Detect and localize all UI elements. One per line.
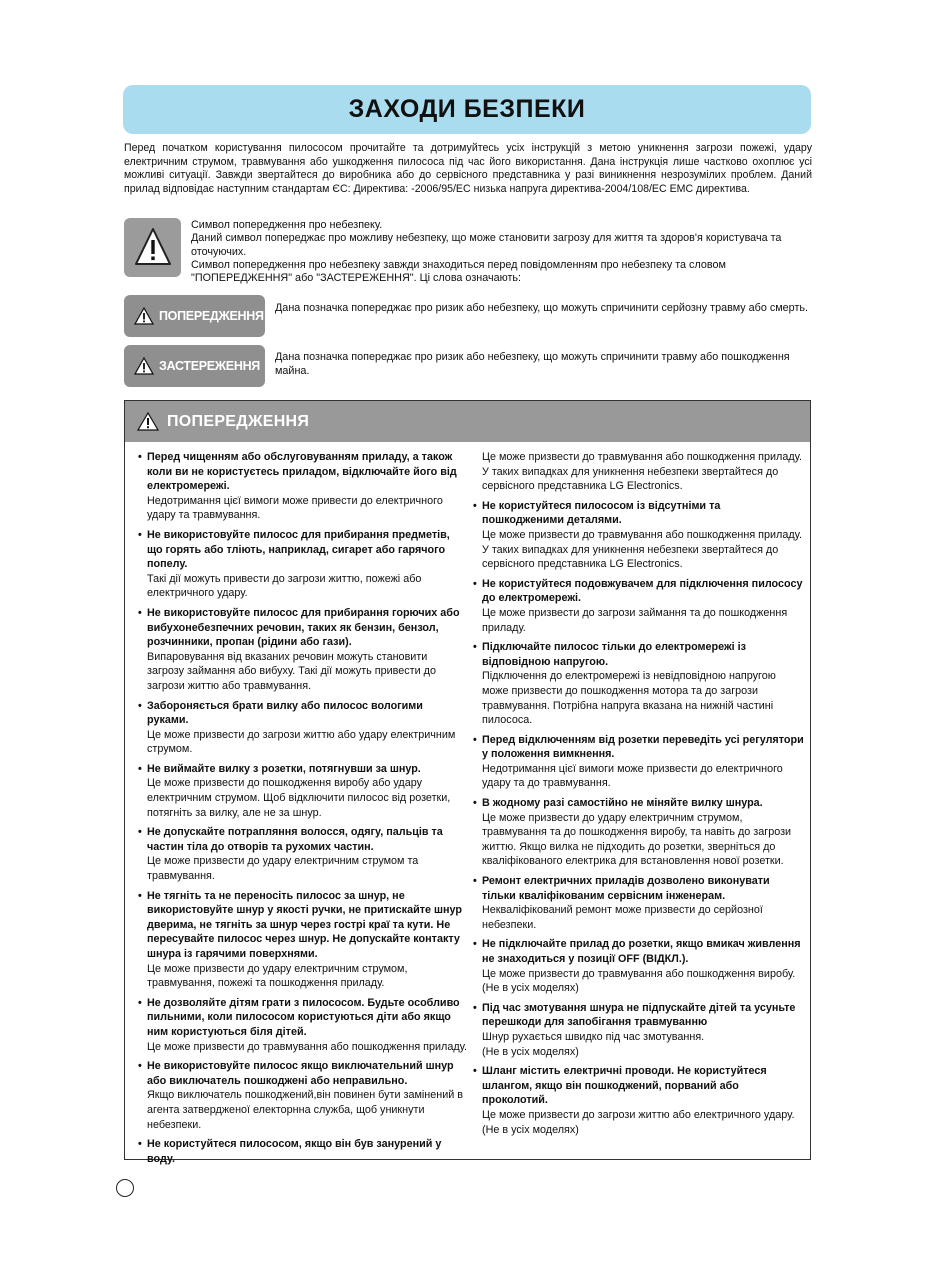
bullet: • xyxy=(138,826,142,839)
item-heading: Забороняється брати вилку або пилосос вологими руками. xyxy=(147,699,423,727)
item-heading: Не дозволяйте дітям грати з пилососом. Будьте особливо пильними, коли пилососом користуються діти або якщо ним користуються біля дітей. xyxy=(147,996,460,1038)
warning-description: Дана позначка попереджає про ризик або небезпеку, що можуть спричинити серйозну травму або смерть. xyxy=(275,302,809,314)
item-body: Це може призвести до загрози життю або електричного удару.(Не в усіх моделях) xyxy=(482,1108,795,1136)
list-item xyxy=(472,1001,804,1059)
caution-badge-label: ЗАСТЕРЕЖЕННЯ xyxy=(159,359,260,373)
list-item xyxy=(472,874,804,932)
bullet: • xyxy=(473,875,477,888)
item-body: Випаровування від вказаних речовин можуть становити загрозу займання або вибуху. Такі дії можуть привести до загрози життю або травмування. xyxy=(147,650,436,692)
item-heading: Не використовуйте пилосос якщо виключательний шнур або виключатель пошкоджені або неправильно. xyxy=(147,1060,454,1087)
list-item xyxy=(137,450,467,523)
warning-symbol-box xyxy=(124,218,181,277)
warning-triangle-icon xyxy=(134,307,154,325)
item-heading: Не виймайте вилку з розетки, потягнувши за шнур. xyxy=(147,762,421,775)
list-item xyxy=(472,1064,804,1137)
bullet: • xyxy=(473,1065,477,1078)
warnings-left-column xyxy=(137,450,467,1171)
bullet: • xyxy=(138,889,142,902)
item-heading: Не користуйтеся пилососом, якщо він був занурений у воду. xyxy=(147,1138,442,1165)
warning-section xyxy=(124,400,811,1165)
bullet: • xyxy=(138,1060,142,1073)
caution-badge xyxy=(124,345,265,387)
list-item xyxy=(137,699,467,757)
bullet: • xyxy=(473,499,477,512)
list-item xyxy=(472,640,804,728)
page-title: ЗАХОДИ БЕЗПЕКИ xyxy=(348,95,586,123)
item-heading: Не допускайте потрапляння волосся, одягу, пальців та частин тіла до отворів та рухомих частин. xyxy=(147,826,443,853)
list-item xyxy=(137,762,467,820)
warning-triangle-icon xyxy=(134,357,154,375)
list-item xyxy=(137,889,467,991)
list-item xyxy=(472,937,804,995)
bullet: • xyxy=(138,699,142,712)
bullet: • xyxy=(473,577,477,590)
item-body: Це може призвести до травмування або пошкодження приладу. У таких випадках для уникнення небезпеки звертайтеся до сервісного представника LG Electronics. xyxy=(482,528,802,571)
symbol-description: Символ попередження про небезпеку. Даний символ попереджає про можливу небезпеку, що може становити загрозу для життя та здоров'я користувача та оточуючих. Символ попередження про небезпеку завжди знаходиться перед повідомленням про небезпеку та словом "ПОПЕРЕДЖЕННЯ" або "ЗАСТЕРЕЖЕННЯ". Ці слова означають: xyxy=(191,219,782,285)
list-item xyxy=(472,733,804,791)
item-heading: Не користуйтеся подовжувачем для підключення пилососу до електромережі. xyxy=(482,577,803,605)
item-heading: Не використовуйте пилосос для прибирання горючих або вибухонебезпечних речовин, таких як бензин, бензол, розчинники, пропан (рідини або гази). xyxy=(147,606,460,649)
item-body: Недотримання цієї вимоги може привести до електричного удару та травмування. xyxy=(147,494,443,522)
bullet: • xyxy=(138,606,142,619)
bullet: • xyxy=(138,1138,142,1151)
page-number-marker xyxy=(116,1179,134,1197)
warning-triangle-icon xyxy=(137,412,159,431)
bullet: • xyxy=(138,762,142,775)
warning-badge-label: ПОПЕРЕДЖЕННЯ xyxy=(159,309,264,323)
item-heading: Не підключайте прилад до розетки, якщо вмикач живлення не знаходиться у позиції OFF (ВІДКЛ.). xyxy=(482,938,801,965)
item-body: Шнур рухається швидко під час змотування. (Не в усіх моделях) xyxy=(482,1030,705,1058)
item-body: Це може призвести до удару електричним струмом, травмування, пожежі та пошкодження приладу. xyxy=(147,962,408,990)
warning-badge xyxy=(124,295,265,337)
item-body: Це може призвести до удару електричним струмом, травмування та до пошкодження виробу, та навіть до загрози життю. Якщо вилка не підходить до розетки, зверніться до кваліфікованого електрика для встановлення нової розетки. xyxy=(482,811,792,868)
intro-paragraph: Перед початком користування пилососом прочитайте та дотримуйтесь усіх інструкцій з метою уникнення загрози пожежі, удару електричним струмом, травмування або ушкодження пилососа під час його використання. Дана інструкція лише частково охоплює усі можливі ситуації. Завжди звертайтеся до виробника або до сервісного представника у разі виникнення незрозумілих проблем. Даний прилад відповідає наступним стандартам ЄС: Директива: -2006/95/EC низька напруга директива-2004/108/EC EMC директива. xyxy=(124,142,812,195)
warning-triangle-icon xyxy=(134,227,172,267)
item-heading: Не користуйтеся пилососом із відсутніми та пошкодженими деталями. xyxy=(482,499,721,527)
item-body: Це може призвести до травмування або пошкодження приладу. xyxy=(147,1040,467,1053)
item-body: Підключення до електромережі із невідповідною напругою може призвести до пошкодження мотора та до загрози травмування. Потрібна напруга вказана на нижній частині пилососа. xyxy=(482,670,776,727)
bullet: • xyxy=(473,938,477,951)
item-body: Недотримання цієї вимоги може призвести до електричного удару та до травмування. xyxy=(482,762,783,790)
list-item xyxy=(137,606,467,694)
item-heading: Не тягніть та не переносіть пилосос за шнур, не використовуйте шнур у якості ручки, не притискайте шнур дверима, не тягніть за шнур через гострі краї та кути. Не пересувайте пилосос через шнур. Не допускайте контакту шнура із гарячими поверхнями. xyxy=(147,889,462,960)
item-heading: Під час змотування шнура не підпускайте дітей та усуньте перешкоди для запобігання травмуванню xyxy=(482,1001,796,1029)
item-heading: Шланг містить електричні проводи. Не користуйтеся шлангом, якщо він пошкоджений, порваний або проколотий. xyxy=(482,1065,767,1107)
bullet: • xyxy=(138,528,142,541)
item-heading: Перед відключенням від розетки переведіть усі регулятори у положення вимкнення. xyxy=(482,733,804,761)
bullet: • xyxy=(138,451,142,463)
bullet: • xyxy=(473,641,477,654)
item-body: Це може призвести до пошкодження виробу або удару електричним струмом. Щоб відключити пилосос від розетки, потягніть за вилку, але не за шнур. xyxy=(147,777,451,819)
item-body: Це може призвести до травмування або пошкодження виробу.(Не в усіх моделях) xyxy=(482,967,796,995)
item-body: Це може призвести до травмування або пошкодження приладу. У таких випадках для уникнення небезпеки звертайтеся до сервісного представника LG Electronics. xyxy=(482,451,802,493)
bullet: • xyxy=(473,797,477,810)
title-bar xyxy=(123,85,811,134)
item-heading: Перед чищенням або обслуговуванням приладу, а також коли ви не користуєтесь приладом, відключайте його від електромережі. xyxy=(147,451,457,493)
item-heading: Не використовуйте пилосос для прибирання предметів, що горять або тліють, наприклад, сигарет або гарячого попелу. xyxy=(147,528,450,571)
item-heading: Підключайте пилосос тільки до електромережі із відповідною напругою. xyxy=(482,641,747,668)
item-heading: В жодному разі самостійно не міняйте вилку шнура. xyxy=(482,797,763,810)
warning-section-title: ПОПЕРЕДЖЕННЯ xyxy=(167,412,310,430)
item-body: Це може призвести до загрози життю або удару електричним струмом. xyxy=(147,728,456,756)
bullet: • xyxy=(138,996,142,1009)
list-item xyxy=(472,577,804,635)
list-item xyxy=(472,499,804,572)
item-body: Це може призвести до удару електричним струмом та травмування. xyxy=(147,855,419,883)
list-item xyxy=(472,796,804,869)
bullet: • xyxy=(473,733,477,746)
item-body: Це може призвести до загрози займання та до пошкодження приладу. xyxy=(482,606,788,634)
item-body: Якщо виключатель пошкоджений,він повинен бути замінений в агента затвердженої електорнна служба, щоб уникнути небезпеки. xyxy=(147,1089,463,1131)
item-body: Некваліфікований ремонт може призвести до серйозної небезпеки. xyxy=(482,904,763,931)
caution-description: Дана позначка попереджає про ризик або небезпеку, що можуть спричинити травму або пошкодження майна. xyxy=(275,351,790,377)
list-item xyxy=(137,825,467,883)
item-heading: Ремонт електричних приладів дозволено виконувати тільки кваліфікованим сервісним інженерам. xyxy=(482,875,770,902)
warnings-right-column xyxy=(472,450,804,1142)
list-item xyxy=(137,1059,467,1132)
list-item xyxy=(137,996,467,1054)
bullet: • xyxy=(473,1001,477,1014)
list-item-continuation xyxy=(472,450,804,494)
list-item xyxy=(137,1137,467,1166)
warning-section-header xyxy=(125,401,810,442)
list-item xyxy=(137,528,467,601)
item-body: Такі дії можуть привести до загрози життю, пожежі або електричного удару. xyxy=(147,572,422,600)
